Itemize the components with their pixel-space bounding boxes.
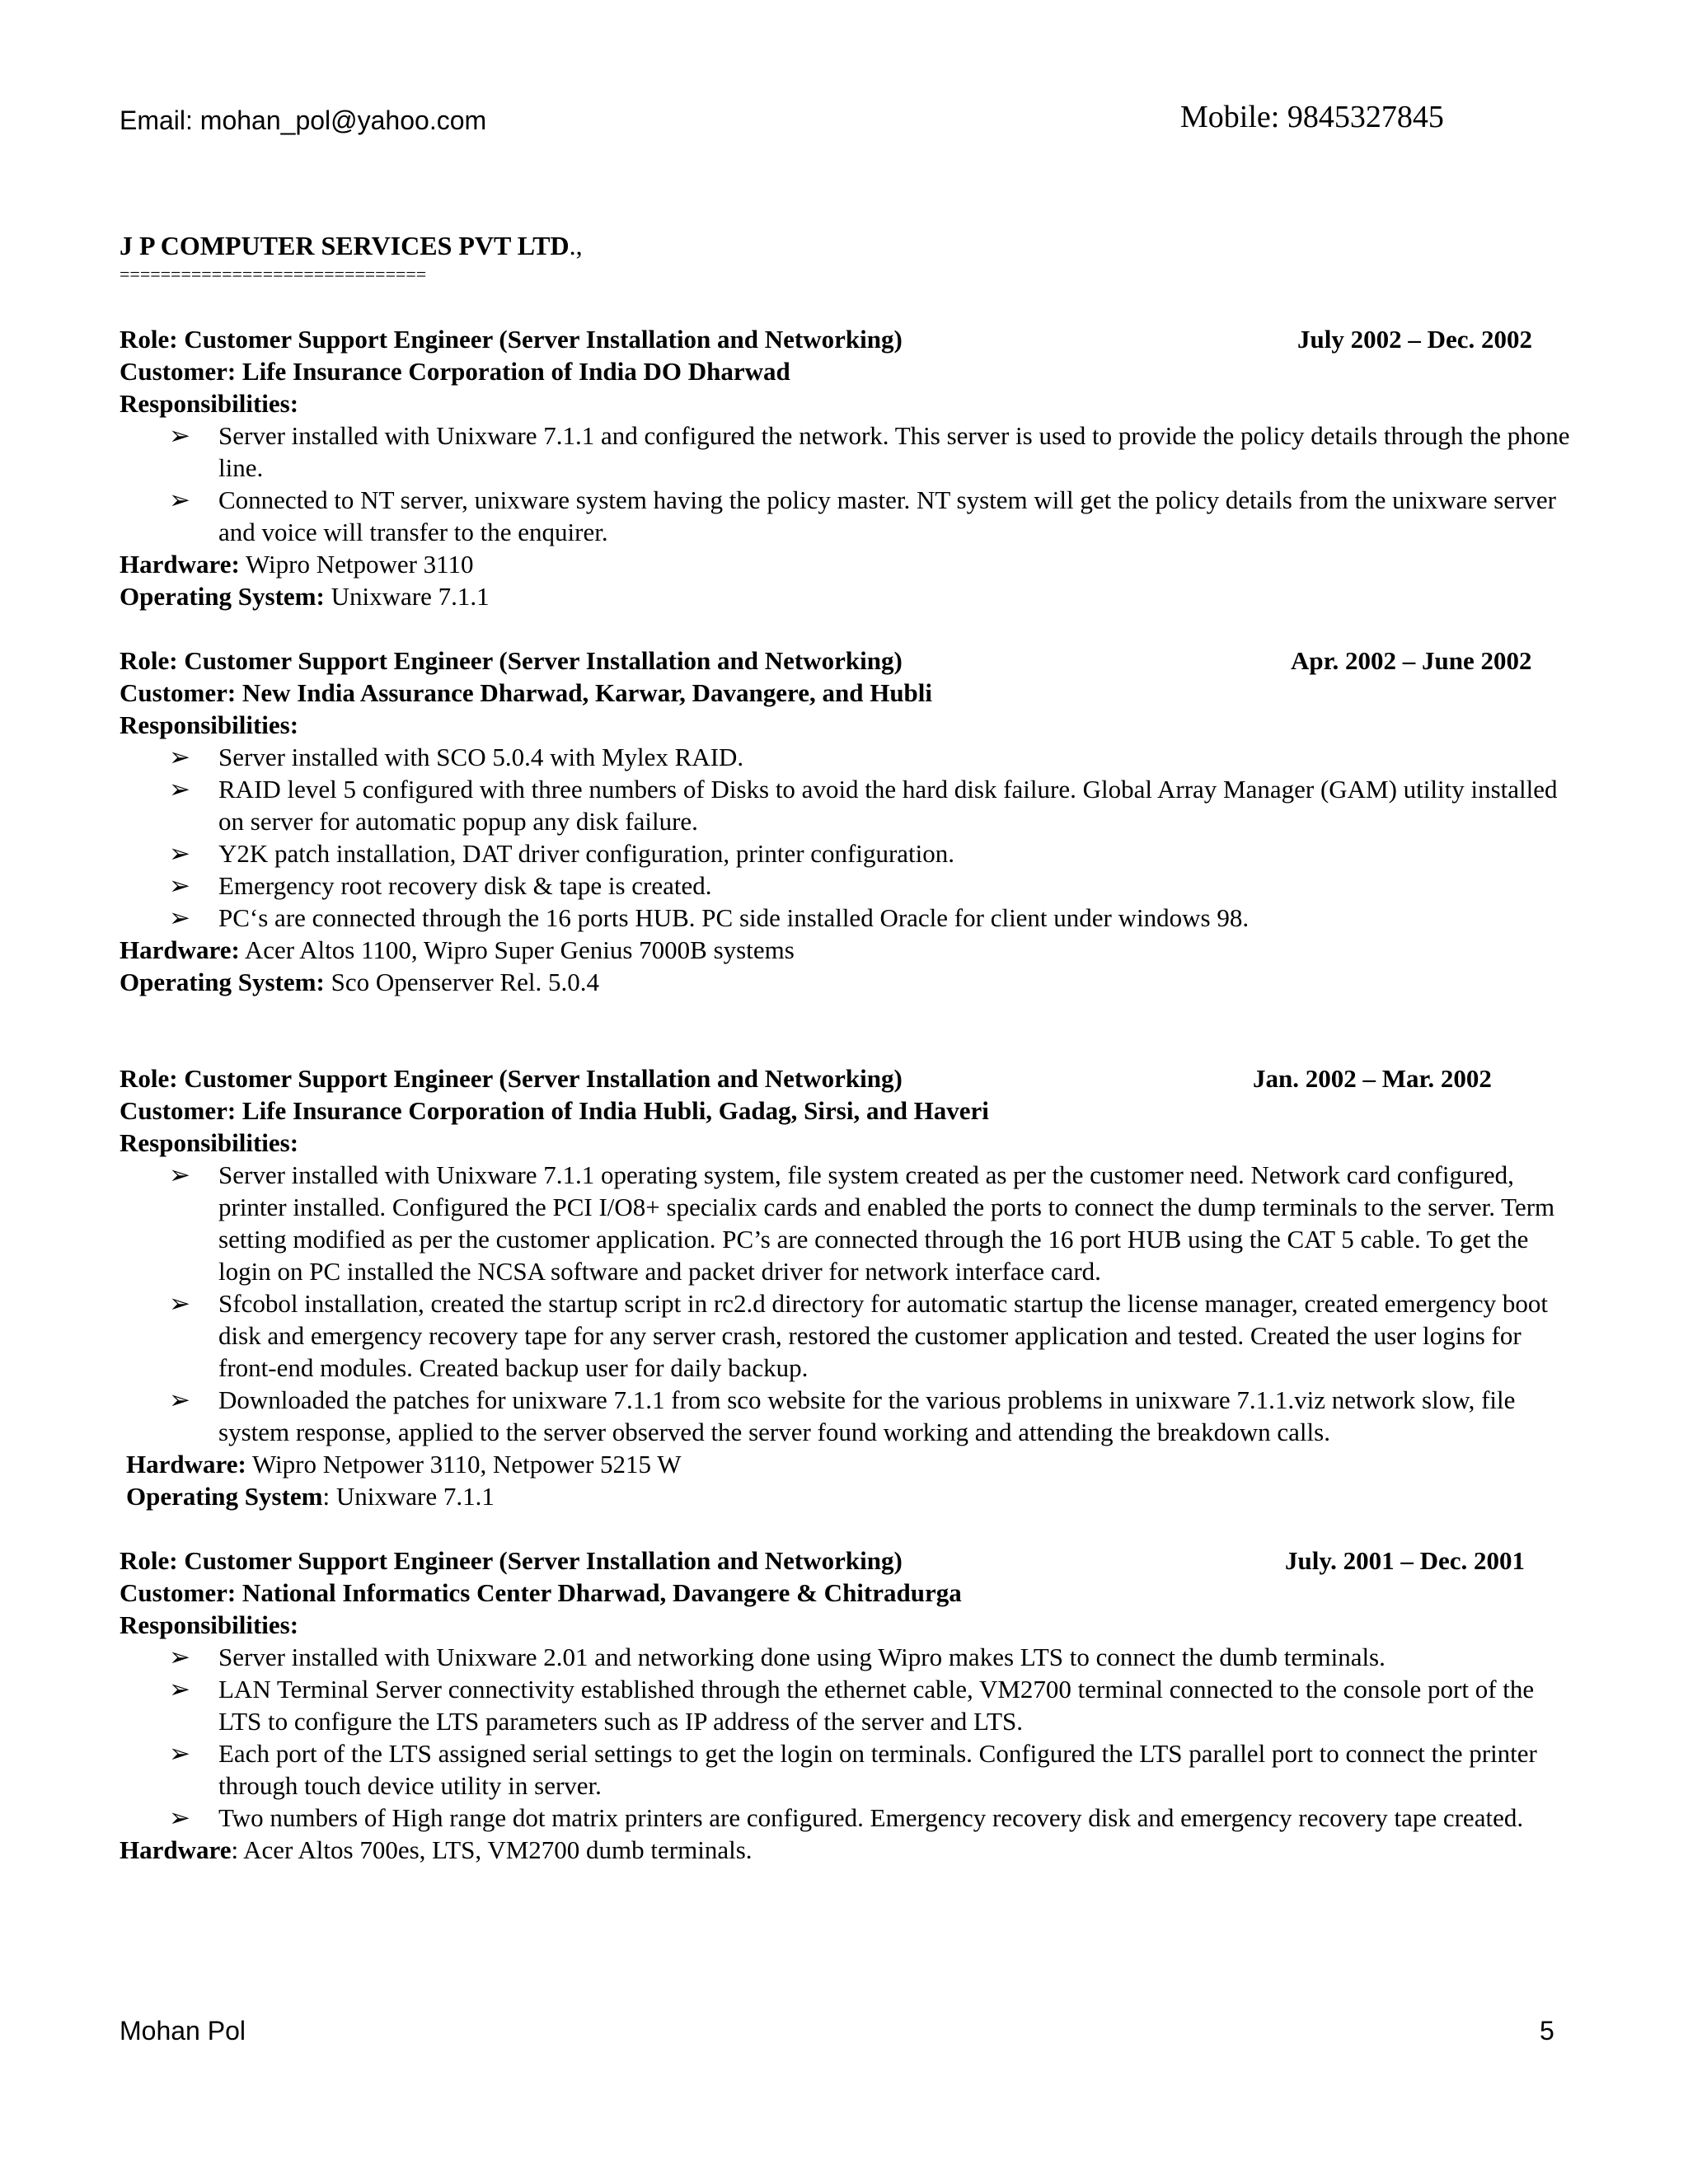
list-item-text: Two numbers of High range dot matrix printers are configured. Emergency recovery disk and emergency recovery tape created. bbox=[218, 1803, 1524, 1832]
responsibilities-heading: Responsibilities: bbox=[120, 1610, 299, 1639]
hardware-line bbox=[120, 548, 1570, 580]
role-title: Role: Customer Support Engineer (Server Installation and Networking) bbox=[120, 1064, 903, 1093]
role-title: Role: Customer Support Engineer (Server Installation and Networking) bbox=[120, 325, 903, 354]
list-item bbox=[120, 837, 1570, 869]
list-item-text: Server installed with SCO 5.0.4 with Mylex RAID. bbox=[218, 743, 744, 771]
list-item bbox=[120, 741, 1570, 773]
list-item bbox=[120, 1641, 1570, 1673]
role-block bbox=[120, 1062, 1570, 1512]
bullet-arrow-icon: ➢ bbox=[169, 871, 190, 900]
list-item bbox=[120, 1802, 1570, 1834]
role-title: Role: Customer Support Engineer (Server Installation and Networking) bbox=[120, 646, 903, 675]
responsibilities-heading: Responsibilities: bbox=[120, 389, 299, 418]
role-customer: Customer: National Informatics Center Dharwad, Davangere & Chitradurga bbox=[120, 1578, 962, 1607]
bullet-arrow-icon: ➢ bbox=[169, 1289, 190, 1318]
list-item bbox=[120, 1737, 1570, 1802]
role-customer: Customer: Life Insurance Corporation of India Hubli, Gadag, Sirsi, and Haveri bbox=[120, 1096, 989, 1125]
list-item-text: Server installed with Unixware 2.01 and networking done using Wipro makes LTS to connect the dumb terminals. bbox=[218, 1643, 1386, 1671]
responsibilities-heading: Responsibilities: bbox=[120, 1128, 299, 1157]
hardware-label: Hardware: bbox=[120, 550, 240, 579]
list-item-text: Connected to NT server, unixware system having the policy master. NT system will get the policy details from the unixware server and voice will transfer to the enquirer. bbox=[218, 485, 1556, 546]
role-block bbox=[120, 644, 1570, 998]
hardware-label: Hardware bbox=[120, 1835, 232, 1864]
os-line bbox=[120, 966, 1570, 998]
role-heading bbox=[120, 644, 1570, 677]
os-line bbox=[120, 580, 1570, 612]
role-dates: Apr. 2002 – June 2002 bbox=[1291, 646, 1532, 675]
os-label: Operating System bbox=[126, 1482, 323, 1511]
list-item-text: LAN Terminal Server connectivity established through the ethernet cable, VM2700 terminal connected to the console port of the LTS to configure the LTS parameters such as IP address of the server and LTS. bbox=[218, 1675, 1535, 1736]
os-value: Sco Openserver Rel. 5.0.4 bbox=[331, 968, 600, 996]
hardware-value: Wipro Netpower 3110 bbox=[246, 550, 474, 579]
list-item bbox=[120, 1159, 1570, 1287]
role-dates: Jan. 2002 – Mar. 2002 bbox=[1253, 1064, 1492, 1093]
hardware-line bbox=[120, 1448, 1570, 1480]
bullet-arrow-icon: ➢ bbox=[169, 1160, 190, 1189]
page-number: 5 bbox=[1540, 2016, 1554, 2046]
company-underline: ============================== bbox=[120, 264, 427, 284]
bullet-arrow-icon: ➢ bbox=[169, 743, 190, 771]
email-text: Email: mohan_pol@yahoo.com bbox=[120, 105, 487, 135]
list-item-text: Server installed with Unixware 7.1.1 and configured the network. This server is used to provide the policy details through the phone line. bbox=[218, 421, 1570, 482]
responsibilities-list bbox=[120, 741, 1570, 934]
os-value: Unixware 7.1.1 bbox=[331, 582, 490, 611]
bullet-arrow-icon: ➢ bbox=[169, 1643, 190, 1671]
hardware-label: Hardware: bbox=[126, 1450, 246, 1479]
role-customer: Customer: Life Insurance Corporation of India DO Dharwad bbox=[120, 357, 790, 386]
bullet-arrow-icon: ➢ bbox=[169, 775, 190, 804]
bullet-arrow-icon: ➢ bbox=[169, 421, 190, 450]
list-item-text: Server installed with Unixware 7.1.1 operating system, file system created as per the customer need. Network card configured, printer installed. Configured the PCI I/O8+ specialix cards and enabled the ports to connect the dump terminals to the server. Term setting modified as per the customer application. PC’s are connected through the 16 port HUB using the CAT 5 cable. To get the login on PC installed the NCSA software and packet driver for network interface card. bbox=[218, 1160, 1555, 1286]
bullet-arrow-icon: ➢ bbox=[169, 1803, 190, 1832]
list-item bbox=[120, 1384, 1570, 1448]
bullet-arrow-icon: ➢ bbox=[169, 839, 190, 868]
mobile-text: Mobile: 9845327845 bbox=[1180, 100, 1444, 134]
hardware-label: Hardware: bbox=[120, 935, 240, 964]
role-block bbox=[120, 323, 1570, 612]
footer-name: Mohan Pol bbox=[120, 2016, 246, 2046]
bullet-arrow-icon: ➢ bbox=[169, 1385, 190, 1414]
role-block bbox=[120, 1544, 1570, 1866]
bullet-arrow-icon: ➢ bbox=[169, 903, 190, 932]
list-item-text: Each port of the LTS assigned serial settings to get the login on terminals. Configured the LTS parallel port to connect the printer through touch device utility in server. bbox=[218, 1739, 1537, 1800]
responsibilities-heading: Responsibilities: bbox=[120, 710, 299, 739]
list-item-text: Y2K patch installation, DAT driver configuration, printer configuration. bbox=[218, 839, 955, 868]
responsibilities-list bbox=[120, 1159, 1570, 1448]
hardware-value: : Acer Altos 700es, LTS, VM2700 dumb terminals. bbox=[231, 1835, 753, 1864]
list-item bbox=[120, 1287, 1570, 1384]
company-name bbox=[120, 231, 583, 261]
bullet-arrow-icon: ➢ bbox=[169, 485, 190, 514]
role-heading bbox=[120, 323, 1570, 355]
company-name-text: J P COMPUTER SERVICES PVT LTD bbox=[120, 231, 570, 260]
responsibilities-list bbox=[120, 419, 1570, 548]
hardware-line bbox=[120, 1834, 1570, 1866]
role-customer: Customer: New India Assurance Dharwad, Karwar, Davangere, and Hubli bbox=[120, 678, 933, 707]
os-line bbox=[120, 1480, 1570, 1512]
list-item bbox=[120, 869, 1570, 902]
list-item bbox=[120, 902, 1570, 934]
role-heading bbox=[120, 1062, 1570, 1094]
responsibilities-list bbox=[120, 1641, 1570, 1834]
role-heading bbox=[120, 1544, 1570, 1577]
os-label: Operating System: bbox=[120, 968, 325, 996]
experience-section bbox=[120, 323, 1570, 1866]
list-item-text: RAID level 5 configured with three numbers of Disks to avoid the hard disk failure. Global Array Manager (GAM) utility installed on server for automatic popup any disk failure. bbox=[218, 775, 1558, 836]
bullet-arrow-icon: ➢ bbox=[169, 1675, 190, 1704]
list-item-text: Downloaded the patches for unixware 7.1.1 from sco website for the various problems in unixware 7.1.1.viz network slow, file system response, applied to the server observed the server found working and attending the breakdown calls. bbox=[218, 1385, 1516, 1446]
list-item-text: Sfcobol installation, created the startup script in rc2.d directory for automatic startup the license manager, created emergency boot disk and emergency recovery tape for any server crash, restored the customer application and tested. Created the user logins for front-end modules. Created backup user for daily backup. bbox=[218, 1289, 1549, 1382]
list-item bbox=[120, 419, 1570, 484]
list-item-text: PC‘s are connected through the 16 ports HUB. PC side installed Oracle for client under windows 98. bbox=[218, 903, 1250, 932]
list-item-text: Emergency root recovery disk & tape is created. bbox=[218, 871, 712, 900]
hardware-value: Acer Altos 1100, Wipro Super Genius 7000B systems bbox=[244, 935, 795, 964]
os-label: Operating System: bbox=[120, 582, 325, 611]
role-dates: July 2002 – Dec. 2002 bbox=[1297, 325, 1533, 354]
role-dates: July. 2001 – Dec. 2001 bbox=[1285, 1546, 1526, 1575]
company-name-suffix: ., bbox=[569, 231, 583, 260]
list-item bbox=[120, 484, 1570, 548]
hardware-value: Wipro Netpower 3110, Netpower 5215 W bbox=[252, 1450, 682, 1479]
os-value: : Unixware 7.1.1 bbox=[322, 1482, 495, 1511]
list-item bbox=[120, 1673, 1570, 1737]
list-item bbox=[120, 773, 1570, 837]
bullet-arrow-icon: ➢ bbox=[169, 1739, 190, 1768]
role-title: Role: Customer Support Engineer (Server Installation and Networking) bbox=[120, 1546, 903, 1575]
hardware-line bbox=[120, 934, 1570, 966]
